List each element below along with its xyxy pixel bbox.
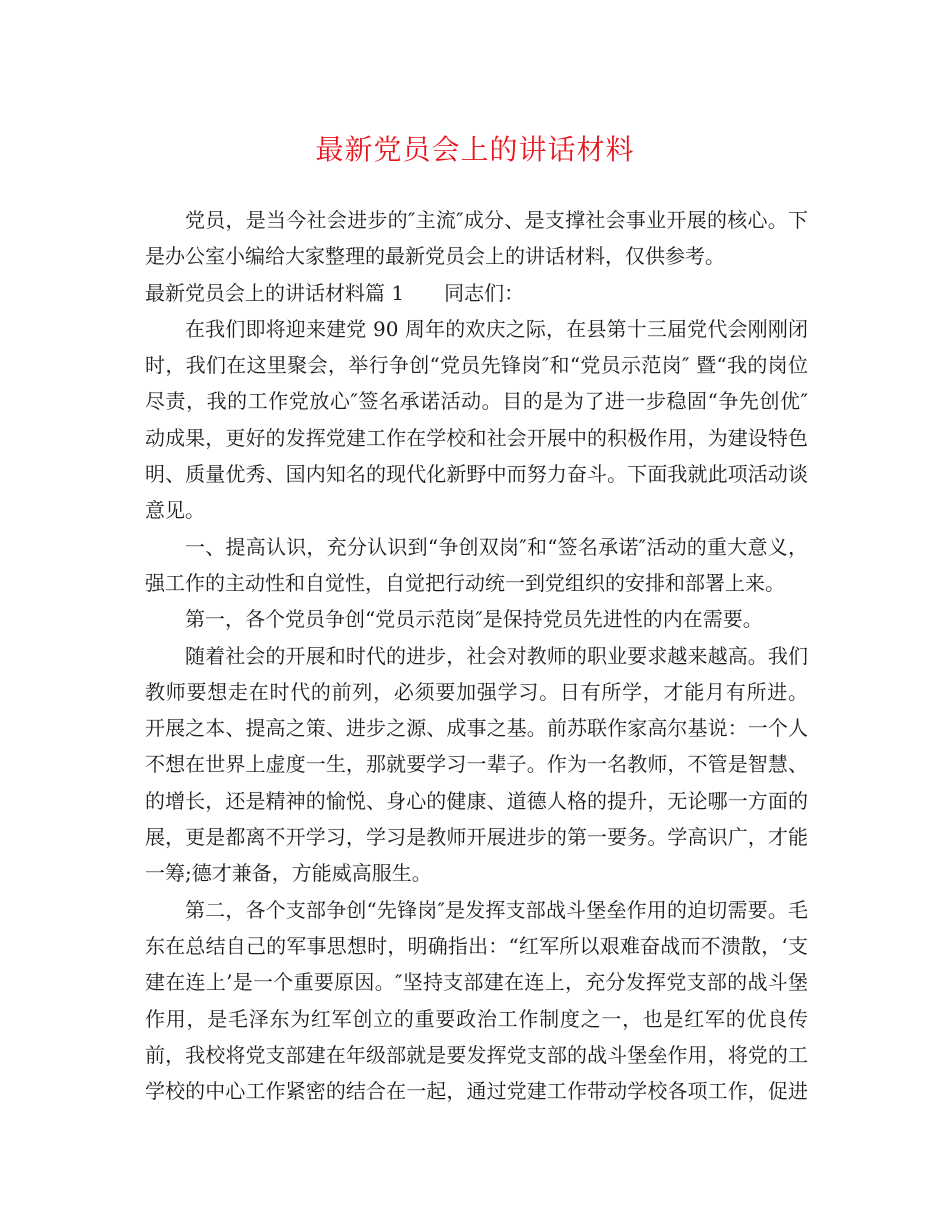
text-line: 的增长，还是精神的愉悦、身心的健康、道德人格的提升，无论哪一方面的 xyxy=(145,788,808,813)
text-line: 作用，是毛泽东为红军创立的重要政治工作制度之一，也是红军的优良传 xyxy=(145,1006,808,1031)
text-line: 开展之本、提高之策、进步之源、成事之基。前苏联作家高尔基说：一个人 xyxy=(145,716,808,741)
document-title: 最新党员会上的讲话材料 xyxy=(315,133,635,166)
document-body xyxy=(145,202,808,1109)
text-line: 一、提高认识，充分认识到“争创双岗″和“签名承诺″活动的重大意义， xyxy=(185,534,808,559)
text-line: 学校的中心工作紧密的结合在一起，通过党建工作带动学校各项工作，促进 xyxy=(145,1079,808,1104)
text-line: 不想在世界上虚度一生，那就要学习一辈子。作为一名教师，不管是智慧、 xyxy=(145,752,808,777)
text-line: 一筹;德才兼备，方能威高服生。 xyxy=(145,861,432,886)
text-line: 东在总结自己的军事思想时，明确指出：“红军所以艰难奋战而不溃散，‘支 xyxy=(145,933,808,958)
text-line: 教师要想走在时代的前列，必须要加强学习。日有所学，才能月有所进。 xyxy=(145,679,808,704)
text-line: 展，更是都离不开学习，学习是教师开展进步的第一要务。学高识广，才能 xyxy=(145,825,808,850)
text-line: 尽责，我的工作党放心″签名承诺活动。目的是为了进一步稳固“争先创优″ xyxy=(145,389,808,414)
text-line: 建在连上’是一个重要原因。″坚持支部建在连上，充分发挥党支部的战斗堡 xyxy=(145,970,808,995)
text-line: 最新党员会上的讲话材料篇 1 同志们： xyxy=(145,280,525,305)
text-line: 动成果，更好的发挥党建工作在学校和社会开展中的积极作用，为建设特色 xyxy=(145,425,808,450)
text-line: 第一，各个党员争创“党员示范岗″是保持党员先进性的内在需要。 xyxy=(185,607,763,632)
text-line: 前，我校将党支部建在年级部就是要发挥党支部的战斗堡垒作用，将党的工 xyxy=(145,1042,808,1067)
text-line: 党员，是当今社会进步的″主流″成分、是支撑社会事业开展的核心。下 xyxy=(185,208,808,232)
text-line: 明、质量优秀、国内知名的现代化新野中而努力奋斗。下面我就此项活动谈 xyxy=(145,462,808,487)
text-line: 随着社会的开展和时代的进步，社会对教师的职业要求越来越高。我们 xyxy=(185,643,808,668)
text-line: 第二，各个支部争创“先锋岗″是发挥支部战斗堡垒作用的迫切需要。毛 xyxy=(185,897,808,922)
text-line: 是办公室小编给大家整理的最新党员会上的讲话材料，仅供参考。 xyxy=(145,244,725,269)
text-line: 在我们即将迎来建党 90 周年的欢庆之际，在县第十三届党代会刚刚闭 xyxy=(185,316,808,341)
text-line: 时，我们在这里聚会，举行争创“党员先锋岗″和“党员示范岗″ 暨“我的岗位 xyxy=(145,353,808,378)
text-line: 强工作的主动性和自觉性，自觉把行动统一到党组织的安排和部署上来。 xyxy=(145,570,785,595)
text-line: 意见。 xyxy=(145,498,205,523)
